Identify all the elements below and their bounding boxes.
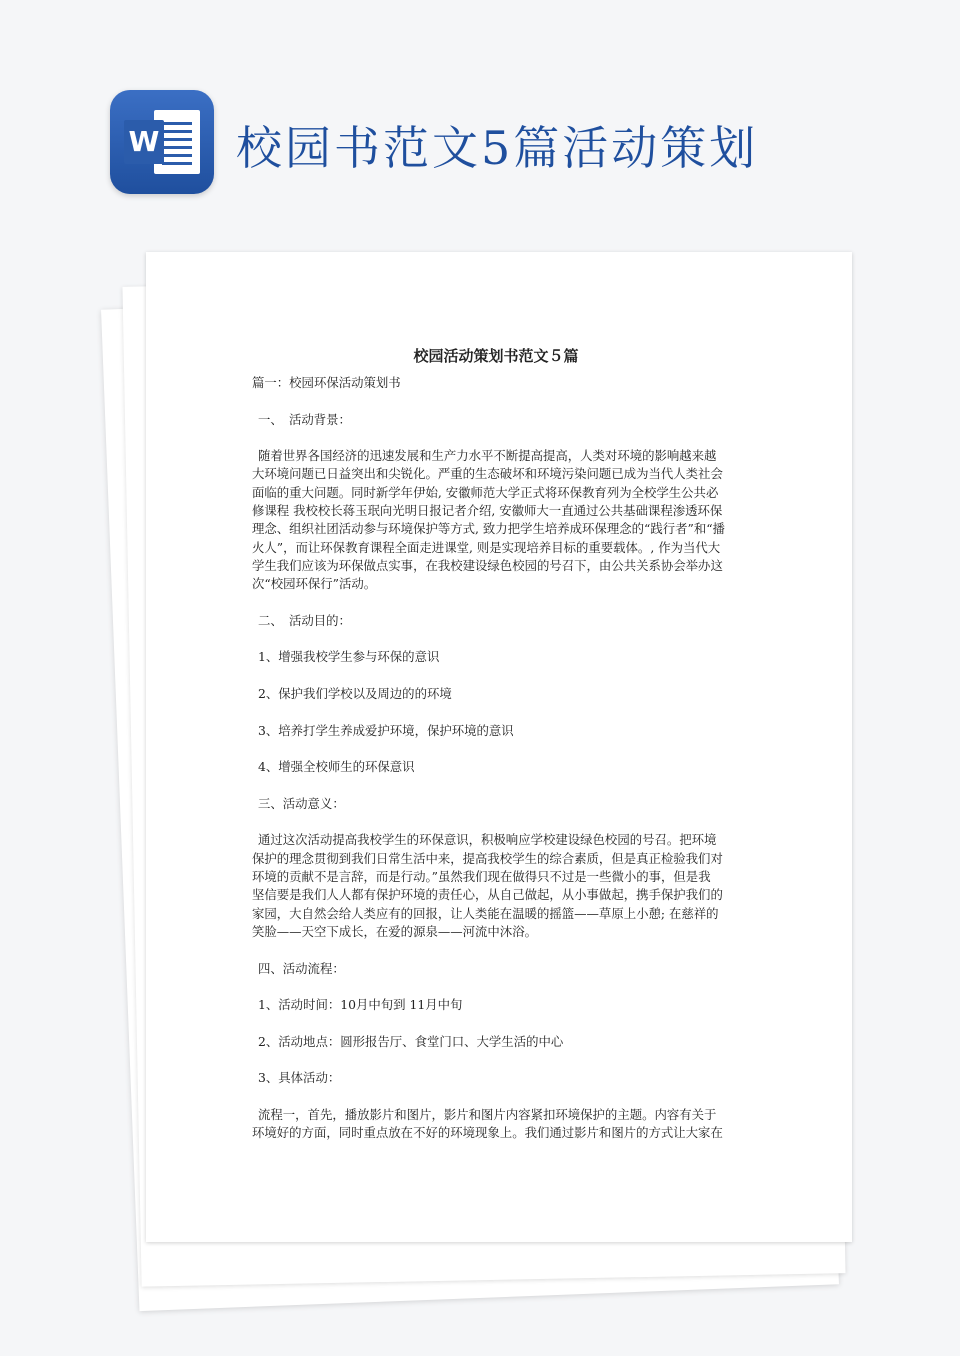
list-item: 3、具体活动：	[258, 1070, 341, 1086]
paragraph-line: 环境的贡献不是言辞，而是行动。”虽然我们现在做得只不过是一些微小的事，但是我	[252, 869, 711, 885]
list-item: 2、保护我们学校以及周边的的环境	[258, 686, 452, 702]
banner-title: 校园书范文5篇活动策划	[236, 121, 759, 175]
list-item: 3、培养打学生养成爱护环境，保护环境的意识	[258, 722, 514, 738]
paragraph-line: 大环境问题已日益突出和尖锐化。严重的生态破坏和环境污染问题已成为当代人类社会	[252, 466, 723, 482]
section3-heading: 三、活动意义：	[258, 795, 345, 811]
document-subtitle: 篇一：校园环保活动策划书	[252, 375, 401, 390]
paragraph-line: 次“校园环保行”活动。	[252, 576, 377, 592]
paragraph-line: 通过这次活动提高我校学生的环保意识，积极响应学校建设绿色校园的号召。把环境	[258, 832, 717, 848]
list-item: 4、增强全校师生的环保意识	[258, 759, 415, 775]
paragraph-line: 笑脸——天空下成长，在爱的源泉——河流中沐浴。	[252, 923, 537, 939]
section2-heading: 二、 活动目的：	[258, 612, 351, 628]
paragraph-line: 家园，大自然会给人类应有的回报，让人类能在温暖的摇篮——草原上小憩; 在慈祥的	[252, 905, 719, 921]
section1-paragraph	[252, 447, 740, 593]
paragraph-line: 学生我们应该为环保做点实事，在我校建设绿色校园的号召下，由公共关系协会举办这	[252, 557, 723, 573]
banner	[0, 0, 960, 240]
paragraph-line: 面临的重大问题。同时新学年伊始, 安徽师范大学正式将环保教育列为全校学生公共必	[252, 484, 719, 500]
paragraph-line: 流程一，首先，播放影片和图片，影片和图片内容紧扣环境保护的主题。内容有关于	[258, 1106, 717, 1122]
paragraph-line: 随着世界各国经济的迅速发展和生产力水平不断提高提高，人类对环境的影响越来越	[258, 448, 717, 464]
section4-heading: 四、活动流程：	[258, 960, 345, 976]
word-logo-icon	[110, 90, 214, 194]
list-item: 1、增强我校学生参与环保的意识	[258, 649, 440, 665]
section1-heading: 一、 活动背景：	[258, 411, 351, 427]
list-item: 2、活动地点：圆形报告厅、食堂门口、大学生活的中心	[258, 1033, 564, 1049]
section3-paragraph	[252, 831, 740, 941]
paragraph-line: 理念、组织社团活动参与环境保护等方式, 致力把学生培养成环保理念的“践行者”和“播	[252, 521, 725, 537]
document-title: 校园活动策划书范文５篇	[413, 347, 579, 365]
paragraph-line: 环境好的方面，同时重点放在不好的环境现象上。我们通过影片和图片的方式让大家在	[252, 1125, 723, 1141]
document-body	[252, 346, 740, 1142]
section4-paragraph	[252, 1106, 740, 1143]
paragraph-line: 保护的理念贯彻到我们日常生活中来，提高我校学生的综合素质，但是真正检验我们对	[252, 850, 723, 866]
paragraph-line: 坚信要是我们人人都有保护环境的责任心，从自己做起，从小事做起，携手保护我们的	[252, 887, 723, 903]
paragraph-line: 修课程 我校校长蒋玉珉向光明日报记者介绍, 安徽师大一直通过公共基础课程渗透环保	[252, 503, 723, 519]
list-item: 1、活动时间：10月中旬到 11月中旬	[258, 997, 463, 1013]
word-badge: W	[124, 120, 164, 164]
paragraph-line: 火人”，而让环保教育课程全面走进课堂, 则是实现培养目标的重要载体。, 作为当代大	[252, 539, 721, 555]
document-page	[146, 252, 852, 1242]
